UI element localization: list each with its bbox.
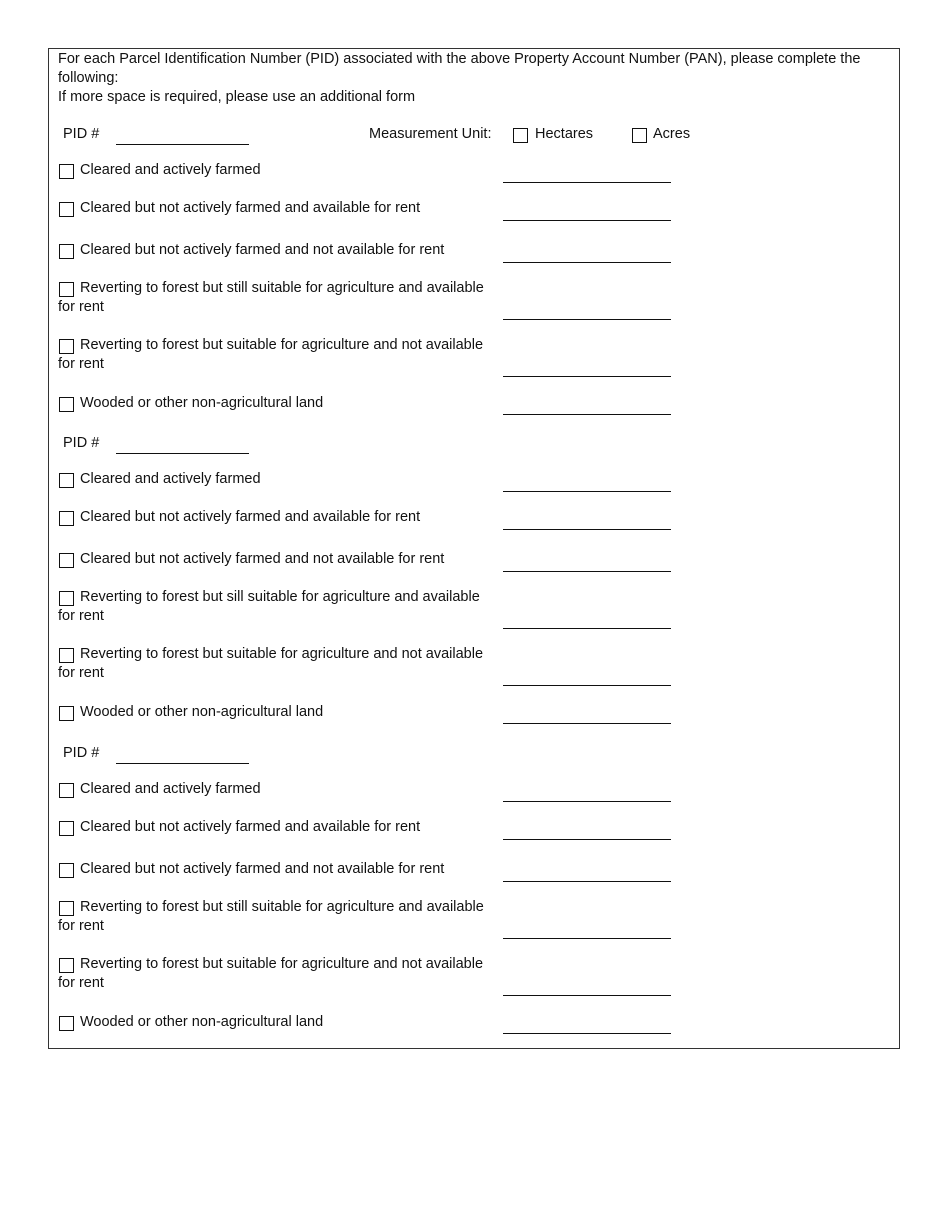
- area-input[interactable]: [503, 938, 671, 939]
- area-input[interactable]: [503, 1033, 671, 1034]
- area-input[interactable]: [503, 881, 671, 882]
- land-use-label: Cleared but not actively farmed and not available for rent: [80, 861, 445, 877]
- land-use-label: Cleared but not actively farmed and available for rent: [80, 509, 421, 525]
- area-input[interactable]: [503, 262, 671, 263]
- land-use-label: Cleared but not actively farmed and not available for rent: [80, 242, 445, 258]
- land-use-label: Cleared and actively farmed: [80, 781, 261, 797]
- instructions: [58, 50, 888, 107]
- pid-input[interactable]: [116, 144, 249, 145]
- pid-label: PID #: [63, 126, 100, 142]
- land-use-label: Wooded or other non-agricultural land: [80, 1014, 324, 1030]
- hectares-label: Hectares: [535, 126, 594, 142]
- instructions-line-1: For each Parcel Identification Number (PID) associated with the above Property Account Number (PAN), please complete the following:: [58, 51, 861, 86]
- land-use-label: Wooded or other non-agricultural land: [80, 704, 324, 720]
- land-use-label: Reverting to forest but still suitable for agriculture and available for rent: [58, 899, 484, 934]
- area-input[interactable]: [503, 801, 671, 802]
- pid-input[interactable]: [116, 453, 249, 454]
- area-input[interactable]: [503, 685, 671, 686]
- area-input[interactable]: [503, 319, 671, 320]
- land-use-label: Cleared but not actively farmed and available for rent: [80, 200, 421, 216]
- instructions-line-2: If more space is required, please use an additional form: [58, 89, 416, 105]
- area-input[interactable]: [503, 723, 671, 724]
- pid-label: PID #: [63, 435, 100, 451]
- land-use-label: Cleared but not actively farmed and available for rent: [80, 819, 421, 835]
- land-use-label: Reverting to forest but suitable for agriculture and not available for rent: [58, 956, 484, 991]
- land-use-label: Cleared and actively farmed: [80, 162, 261, 178]
- area-input[interactable]: [503, 628, 671, 629]
- measurement-unit-label: Measurement Unit:: [369, 126, 492, 142]
- land-use-label: Reverting to forest but suitable for agriculture and not available for rent: [58, 646, 484, 681]
- area-input[interactable]: [503, 414, 671, 415]
- land-use-label: Reverting to forest but sill suitable for agriculture and available for rent: [58, 589, 480, 624]
- parcel-form: [48, 48, 900, 1049]
- area-input[interactable]: [503, 491, 671, 492]
- area-input[interactable]: [503, 182, 671, 183]
- pid-input[interactable]: [116, 763, 249, 764]
- land-use-label: Reverting to forest but still suitable for agriculture and available for rent: [58, 280, 484, 315]
- area-input[interactable]: [503, 220, 671, 221]
- land-use-label: Cleared but not actively farmed and not available for rent: [80, 551, 445, 567]
- area-input[interactable]: [503, 529, 671, 530]
- area-input[interactable]: [503, 571, 671, 572]
- land-use-label: Cleared and actively farmed: [80, 471, 261, 487]
- area-input[interactable]: [503, 839, 671, 840]
- land-use-label: Wooded or other non-agricultural land: [80, 395, 324, 411]
- acres-checkbox[interactable]: [632, 128, 647, 143]
- hectares-checkbox[interactable]: [513, 128, 528, 143]
- land-use-label: Reverting to forest but suitable for agriculture and not available for rent: [58, 337, 484, 372]
- area-input[interactable]: [503, 995, 671, 996]
- area-input[interactable]: [503, 376, 671, 377]
- acres-label: Acres: [653, 126, 691, 142]
- pid-label: PID #: [63, 745, 100, 761]
